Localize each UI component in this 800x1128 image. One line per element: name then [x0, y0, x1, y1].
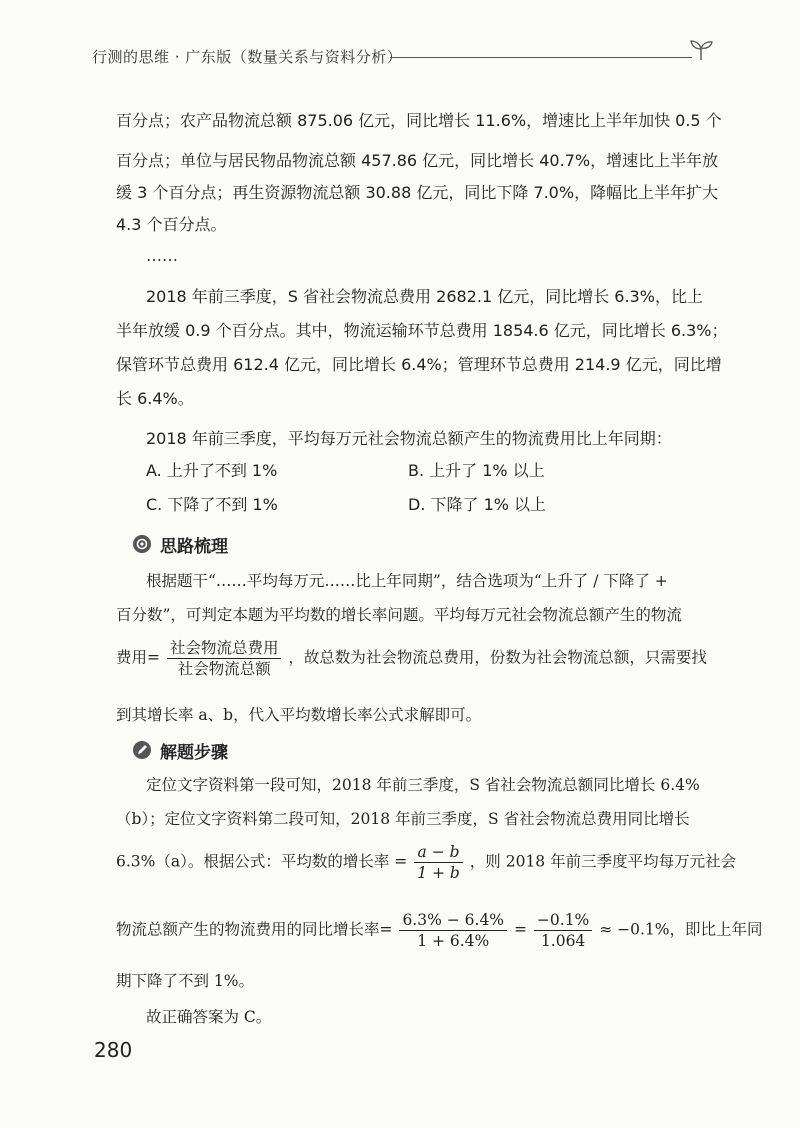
running-header-title: 行测的思维 · 广东版（数量关系与资料分析）: [92, 48, 403, 66]
passage-line: 缓 3 个百分点；再生资源物流总额 30.88 亿元，同比下降 7.0%，降幅比上半年扩大: [116, 183, 719, 202]
fraction-numerator: 社会物流总费用: [167, 638, 282, 659]
pencil-circle-icon: [132, 740, 152, 760]
analysis-line: 根据题干“……平均每万元……比上年同期”，结合选项为“上升了 / 下降了 +: [146, 572, 668, 590]
analysis-formula-line: [116, 638, 707, 679]
ellipsis: ……: [146, 246, 178, 265]
solution-line: 定位文字资料第一段可知，2018 年前三季度，S 省社会物流总额同比增长 6.4%: [146, 776, 700, 794]
sprout-icon: [688, 36, 714, 62]
fraction-denominator: 社会物流总额: [177, 660, 271, 678]
equals-sign: =: [513, 920, 527, 939]
passage-line: 保管环节总费用 612.4 亿元，同比增长 6.4%；管理环节总费用 214.9 亿元，同比增: [116, 355, 722, 374]
fraction-denominator: 1 + b: [417, 864, 460, 882]
solution-heading-text: 解题步骤: [160, 742, 228, 763]
question-stem: 2018 年前三季度，平均每万元社会物流总额产生的物流费用比上年同期：: [146, 429, 672, 448]
ratio-fraction: [167, 638, 282, 679]
option-b: B. 上升了 1% 以上: [408, 461, 545, 480]
analysis-heading-text: 思路梳理: [160, 536, 228, 557]
passage-line: 百分点；农产品物流总额 875.06 亿元，同比增长 11.6%，增速比上半年加快 0.5 个: [116, 111, 722, 130]
solution-calc-line: [116, 910, 763, 951]
analysis-line: 百分数”，可判定本题为平均数的增长率问题。平均每万元社会物流总额产生的物流: [116, 606, 682, 624]
passage-line: 半年放缓 0.9 个百分点。其中，物流运输环节总费用 1854.6 亿元，同比增长 6.3%；: [116, 321, 728, 340]
solution-formula-line: [116, 842, 736, 883]
solution-line-prefix: 6.3%（a）。根据公式：平均数的增长率 =: [116, 852, 408, 871]
idea-gear-icon: [132, 534, 152, 554]
option-d: D. 下降了 1% 以上: [408, 495, 547, 514]
passage-line: 2018 年前三季度，S 省社会物流总费用 2682.1 亿元，同比增长 6.3%，比上: [146, 287, 703, 306]
fraction-denominator: 1 + 6.4%: [417, 932, 490, 950]
passage-line: 4.3 个百分点。: [116, 215, 227, 234]
passage-line: 百分点；单位与居民物品物流总额 457.86 亿元，同比增长 40.7%，增速比上半年放: [116, 151, 719, 170]
solution-line: （b）；定位文字资料第二段可知，2018 年前三季度，S 省社会物流总费用同比增长: [116, 810, 690, 828]
solution-line-suffix: ，则 2018 年前三季度平均每万元社会: [469, 852, 737, 871]
analysis-line-prefix: 费用=: [116, 648, 160, 667]
option-a: A. 上升了不到 1%: [146, 461, 278, 480]
fraction-denominator: 1.064: [540, 932, 586, 950]
analysis-line: 到其增长率 a、b，代入平均数增长率公式求解即可。: [116, 706, 482, 724]
calc-fraction-2: [534, 910, 592, 951]
analysis-heading: [132, 530, 228, 558]
growth-rate-fraction: [414, 842, 463, 883]
fraction-numerator: −0.1%: [534, 910, 592, 931]
fraction-numerator: 6.3% − 6.4%: [399, 910, 507, 931]
fraction-numerator: a − b: [414, 842, 463, 863]
option-c: C. 下降了不到 1%: [146, 495, 278, 514]
header-rule: [390, 57, 692, 58]
analysis-line-suffix: ，故总数为社会物流总费用，份数为社会物流总额，只需要找: [288, 648, 707, 667]
solution-heading: [132, 736, 228, 764]
solution-line: 期下降了不到 1%。: [116, 972, 255, 990]
answer-line: 故正确答案为 C。: [146, 1008, 272, 1026]
page-number: 280: [94, 1038, 133, 1062]
calc-fraction-1: [399, 910, 507, 951]
passage-line: 长 6.4%。: [116, 389, 194, 408]
solution-line-suffix: ≈ −0.1%，即比上年同: [599, 920, 763, 939]
solution-line-prefix: 物流总额产生的物流费用的同比增长率=: [116, 920, 393, 939]
